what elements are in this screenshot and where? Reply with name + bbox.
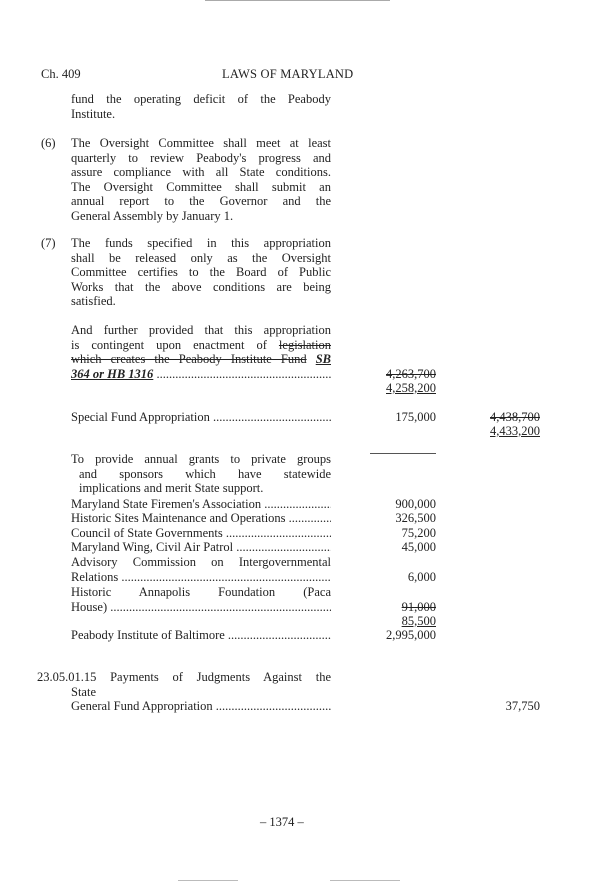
grants-intro-line: and sponsors which have statewide [79,466,331,481]
page-number: – 1374 – [260,815,304,829]
general-fund-amount: 37,750 [505,699,540,713]
proviso-paragraph [71,323,331,367]
grant-amount-struck: 91,000 [401,600,436,614]
item-6-line: The Oversight Committee shall meet at least [71,136,331,150]
proviso-amount-struck: 4,263,700 [386,367,436,381]
grant-label: Historic Annapolis Foundation (Paca [71,585,331,599]
grant-amount: 2,995,000 [386,628,436,642]
grant-amount: 6,000 [407,570,436,584]
special-fund-label: Special Fund Appropriation [71,410,210,424]
dot-leader [153,367,331,381]
item-6-line: quarterly to review Peabody's progress and [71,150,331,165]
item-6-line: General Assembly by January 1. [71,208,234,223]
dot-leader [213,699,331,713]
scan-artifact [330,880,400,881]
grant-label-line1 [71,555,331,570]
item-7-paragraph [71,236,331,309]
dot-leader [223,526,331,540]
page-title: LAWS OF MARYLAND [222,67,354,81]
intro-line: Institute. [71,106,116,121]
special-fund-row [71,410,331,425]
dot-leader [261,497,331,511]
item-7-line: shall be released only as the Oversight [71,250,331,265]
grant-row [71,540,331,555]
grant-row [71,570,331,585]
grant-amount-new: 85,500 [401,614,436,628]
inserted-text: SB [315,352,331,367]
grant-label: Council of State Governments [71,526,223,540]
struck-text: legislation [278,337,331,352]
dot-leader [107,600,331,614]
grant-label-line1 [71,585,331,600]
inserted-text: 364 or HB 1316 [71,367,154,381]
item-7-line: The funds specified in this appropriation [71,236,331,250]
grant-label: Peabody Institute of Baltimore [71,628,225,642]
grant-row [71,526,331,541]
grant-amount: 45,000 [401,540,436,554]
proviso-line: And further provided that this appropriation [71,323,331,337]
general-fund-row [71,699,331,714]
grants-intro-line: implications and merit State support. [79,481,264,496]
proviso-line [71,352,331,367]
scan-edge-mark [205,0,390,1]
item-7-label: (7) [41,236,56,250]
grant-label: Advisory Commission on Intergovernmental [71,555,331,569]
dot-leader [118,570,331,584]
item-6-line: assure compliance with all State conditions. [71,165,331,180]
scan-artifact [178,880,238,881]
item-7-line: satisfied. [71,294,116,309]
item-6-paragraph [71,136,331,224]
grants-intro [71,452,331,496]
special-fund-total-new: 4,433,200 [490,424,540,438]
item-6-label: (6) [41,136,56,150]
item-6-line: The Oversight Committee shall submit an [71,179,331,194]
grants-intro-line: To provide annual grants to private groups [71,452,331,466]
grant-label: Relations [71,570,119,584]
judgments-heading [37,670,331,685]
chapter-number: Ch. 409 [41,67,81,81]
dot-leader [286,511,331,525]
column-rule [370,453,436,454]
judgments-title-line2: State [71,685,96,699]
program-code: 23.05.01.15 [37,670,97,684]
grant-amount: 326,500 [395,511,436,525]
grant-row [71,628,331,643]
grant-row [71,511,331,526]
proviso-text: is contingent upon enactment of [71,337,279,352]
intro-line: fund the operating deficit of the Peabody [71,92,331,106]
program-title: Payments of Judgments Against the [110,670,331,684]
proviso-line [71,338,331,353]
special-fund-total-struck: 4,438,700 [490,410,540,424]
grant-amount: 900,000 [395,497,436,511]
grant-amount: 75,200 [401,526,436,540]
proviso-amount-new: 4,258,200 [386,381,436,395]
grant-label: House) [71,600,108,614]
grant-row [71,497,331,512]
grant-label: Maryland Wing, Civil Air Patrol [71,540,234,554]
intro-paragraph [71,92,331,121]
dot-leader [225,628,331,642]
dot-leader [210,410,331,424]
item-7-line: Committee certifies to the Board of Public [71,265,331,280]
grant-label: Historic Sites Maintenance and Operations [71,511,286,525]
grant-label: Maryland State Firemen's Association [71,497,262,511]
grant-row [71,600,331,615]
general-fund-label: General Fund Appropriation [71,699,213,713]
special-fund-amount: 175,000 [395,410,436,424]
item-6-line: annual report to the Governor and the [71,194,331,209]
struck-text: which creates the Peabody Institute Fund [71,352,307,367]
proviso-leader-line [71,367,331,382]
item-7-line: Works that the above conditions are being [71,279,331,294]
dot-leader [233,540,331,554]
